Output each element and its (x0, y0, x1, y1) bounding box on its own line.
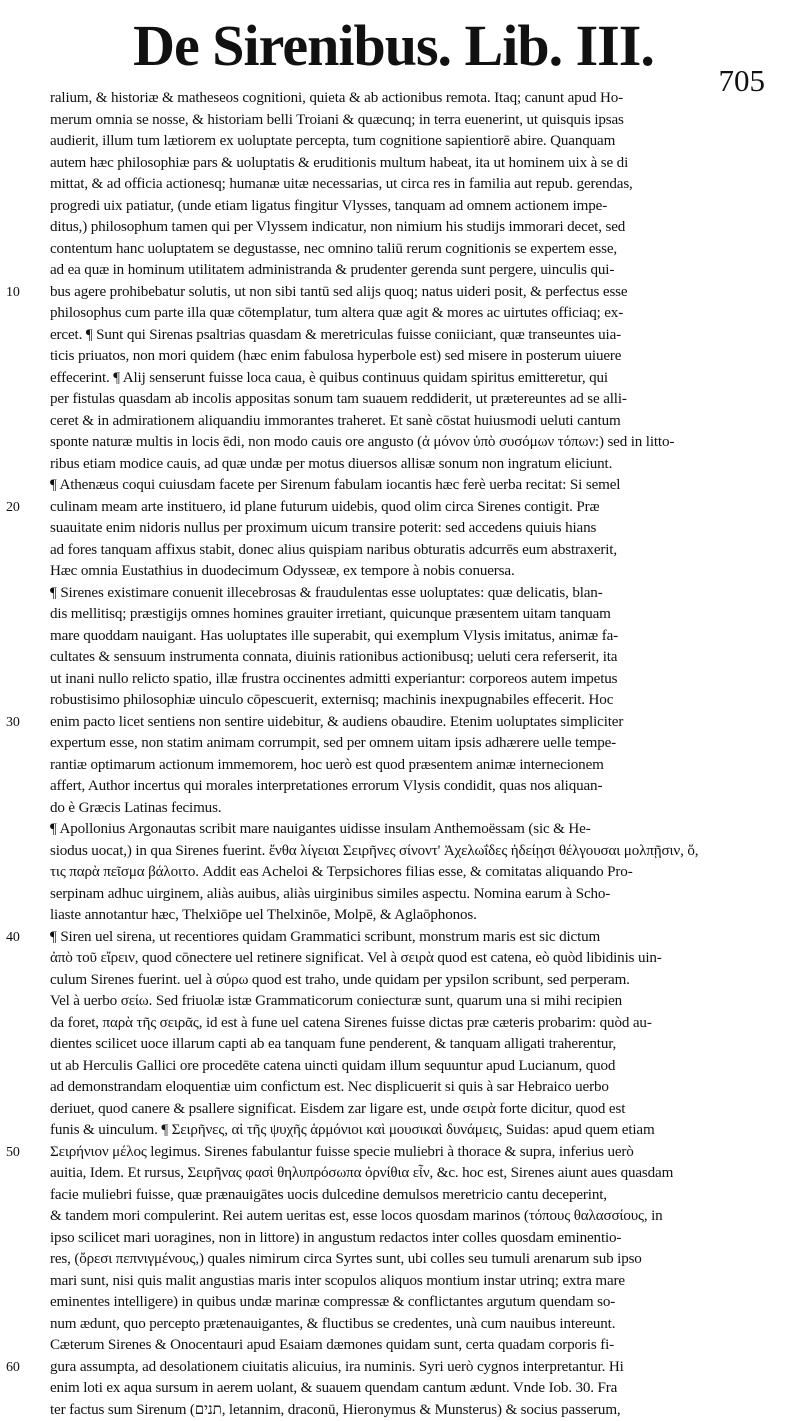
line-text: mare quoddam nauigant. Has uoluptates ille superabit, qui exemplum Vlysis imitatus, animæ fa- (50, 626, 618, 648)
text-line (30, 1099, 772, 1121)
text-line (30, 518, 772, 540)
text-line (30, 239, 772, 261)
line-number: 30 (6, 712, 28, 734)
line-text: da foret, παρὰ τῆς σειρᾶς, id est à fune uel catena Sirenes fuisse dictas præ cæteris probarim: quòd au- (50, 1013, 652, 1035)
text-line (30, 196, 772, 218)
text-line (30, 798, 772, 820)
line-text: ceret & in admirationem aliquandiu immorantes traheret. Et sanè cōstat huiusmodi ueluti cantum (50, 411, 621, 433)
text-line (30, 948, 772, 970)
text-line (30, 260, 772, 282)
running-header (0, 10, 787, 90)
line-text: rantiæ optimarum actionum immemorem, hoc uerò est quod præsentem animæ internecionem (50, 755, 604, 777)
line-text: culum Sirenes fuerint. uel à σύρω quod est traho, unde quidam per ypsilon scribunt, sed perperam. (50, 970, 630, 992)
text-line (30, 733, 772, 755)
line-text: philosophus cum parte illa quæ cōtemplatur, tum altera quæ agit & mores ac uirtutes officiaq; ex- (50, 303, 623, 325)
line-text: ¶ Sirenes existimare conuenit illecebrosas & fraudulentas esse uoluptates: quæ delicatis, blan- (50, 583, 603, 605)
line-number: 40 (6, 927, 28, 949)
text-line (30, 1120, 772, 1142)
line-text: culinam meam arte instituero, id plane futurum uidebis, quod olim circa Sirenes contigit. Præ (50, 497, 599, 519)
line-text: ticis priuatos, non mori quidem (hæc enim fabulosa hyperbole est) sed misere in posterum uiuere (50, 346, 621, 368)
line-number: 10 (6, 282, 28, 304)
line-number: 60 (6, 1357, 28, 1379)
line-text: ut ab Herculis Gallici ore procedēte catena uincti quidam illum sequuntur apud Lucianum, quod (50, 1056, 615, 1078)
text-line (30, 1034, 772, 1056)
text-line (30, 1056, 772, 1078)
line-text: bus agere prohibebatur solutis, ut non sibi tantū sed alijs quoq; natus uideri posit, & perfectus esse (50, 282, 627, 304)
text-line (30, 1378, 772, 1400)
text-line (30, 325, 772, 347)
text-line (30, 862, 772, 884)
line-text: mittat, & ad officia actionesq; humanæ uitæ necessarias, ut circa res in familia aut repub. gerendas, (50, 174, 633, 196)
line-text: dis mellitisq; præstigijs omnes homines grauiter irretiant, quicunque præsentem uitam tanquam (50, 604, 611, 626)
text-line (30, 153, 772, 175)
line-text: effecerint. ¶ Alij senserunt fuisse loca caua, è quibus continuus quidam spiritus emitteretur, qui (50, 368, 608, 390)
line-text: serpinam adhuc uirginem, aliàs auibus, aliàs uirginibus similes aspectu. Nomina earum à Scho- (50, 884, 610, 906)
line-text: num ædunt, quo percepto prætenauigantes, & fluctibus se credentes, unà cum nauibus intereunt. (50, 1314, 615, 1336)
line-text: Hæc omnia Eustathius in duodecimum Odysseæ, ex tempore à nobis conuersa. (50, 561, 515, 583)
text-line (30, 1228, 772, 1250)
text-line (30, 604, 772, 626)
text-line (30, 905, 772, 927)
line-text: suauitate enim nidoris nullus per proximum uicum transire poterit: sed accedens quiuis hians (50, 518, 596, 540)
text-line (30, 475, 772, 497)
line-text: per fistulas quasdam ab incolis appositas sonum tam suauem reddiderit, ut prætereuntes ad se alli- (50, 389, 627, 411)
line-text: ¶ Apollonius Argonautas scribit mare nauigantes uidisse insulam Anthemoëssam (sic & He- (50, 819, 591, 841)
text-line (30, 647, 772, 669)
line-text: & tandem mori compulerint. Rei autem ueritas est, esse locos quosdam marinos (τόπους θαλασσίους, in (50, 1206, 663, 1228)
line-text: Σειρήνιον μέλος legimus. Sirenes fabulantur fuisse specie muliebri à thorace & supra, inferius uerò (50, 1142, 634, 1164)
text-line (30, 88, 772, 110)
text-line (30, 669, 772, 691)
line-text: autem hæc philosophiæ pars & uoluptatis & eruditionis multum habeat, ita ut hominem uix à se di (50, 153, 628, 175)
page-number: 705 (719, 64, 766, 98)
line-text: ditus,) philosophum tamen qui per Vlyssem indicatur, non nimium his studijs immorari decet, sed (50, 217, 625, 239)
line-text: ad fores tanquam affixus stabit, donec alius quispiam naribus obturatis adcurrēs eum abstraxerit, (50, 540, 617, 562)
text-line (30, 1163, 772, 1185)
line-text: ¶ Athenæus coqui cuiusdam facete per Sirenum fabulam iocantis hæc ferè uerba recitat: Si semel (50, 475, 620, 497)
text-line (30, 303, 772, 325)
line-text: eminentes intelligere) in quibus undæ marinæ compressæ & conflictantes argutum quendam so- (50, 1292, 615, 1314)
text-line (30, 626, 772, 648)
line-text: τις παρὰ πεῖσμα βάλοιτο. Addit eas Acheloi & Terpsichores filias esse, & comitatas aliquando Pro- (50, 862, 633, 884)
line-text: enim loti ex aqua sursum in aerem uolant, & suauem quendam cantum ædunt. Vnde Iob. 30. Fra (50, 1378, 617, 1400)
line-text: ut inani nullo relicto spatio, illæ frustra occinentes admitti experiantur: corporeos autem impetus (50, 669, 617, 691)
line-text: facie muliebri fuisse, quæ prænauigātes uocis dulcedine demulsos meretricio cantu deceperint, (50, 1185, 607, 1207)
line-text: expertum esse, non statim animam corrumpit, sed per omnem uitam ipsis adhærere uelle tempe- (50, 733, 616, 755)
line-text: res, (ὄρεσι πεπνιγμένους,) quales nimirum circa Syrtes sunt, ubi colles seu tumuli arenarum sub ipso (50, 1249, 642, 1271)
text-line (30, 1335, 772, 1357)
text-line (30, 432, 772, 454)
page-title: De Sirenibus. Lib. III. (0, 14, 787, 78)
text-line (30, 841, 772, 863)
text-line (30, 110, 772, 132)
text-line (30, 776, 772, 798)
line-text: contentum hanc uoluptatem se degustasse, nec omnino taliū rerum cognitionis se expertem esse, (50, 239, 617, 261)
line-text: progredi uix patiatur, (unde etiam ligatus fingitur Vlysses, tanquam ad omnem actionem impe- (50, 196, 607, 218)
line-number: 50 (6, 1142, 28, 1164)
line-text: funis & uinculum. ¶ Σειρῆνες, αἱ τῆς ψυχῆς ἁρμόνιοι καὶ μουσικαὶ δυνάμεις, Suidas: apud quem etiam (50, 1120, 655, 1142)
text-line (30, 712, 772, 734)
text-line (30, 540, 772, 562)
line-text: mari sunt, nisi quis malit angustias maris inter scopulos aliquos montium instar utrinq; extra mare (50, 1271, 625, 1293)
line-text: liaste annotantur hæc, Thelxiōpe uel Thelxinōe, Molpē, & Aglaōphonos. (50, 905, 477, 927)
text-line (30, 1314, 772, 1336)
text-line (30, 755, 772, 777)
line-text: Vel à uerbo σείω. Sed friuolæ istæ Grammaticorum coniecturæ sunt, quarum una si mihi recipien (50, 991, 622, 1013)
line-text: ad ea quæ in hominum utilitatem administranda & prudenter gerenda sunt pergere, uinculis qui- (50, 260, 614, 282)
text-body (30, 88, 772, 1421)
line-text: ercet. ¶ Sunt qui Sirenas psaltrias quasdam & meretriculas fuisse coniiciant, quæ transeuntes uia- (50, 325, 621, 347)
text-line (30, 1400, 772, 1421)
line-text: affert, Author incertus qui morales interpretationes errorum Vlysis condidit, quas nos aliquan- (50, 776, 602, 798)
line-text: dientes scilicet uoce illarum capti ab ea tanquam fune penderent, & tanquam alligati traherentur, (50, 1034, 616, 1056)
text-line (30, 690, 772, 712)
line-text: ter factus sum Sirenum (תנים, letannim, draconū, Hieronymus & Munsterus) & socius passerum, (50, 1400, 621, 1421)
text-line (30, 1357, 772, 1379)
text-line (30, 991, 772, 1013)
text-line (30, 561, 772, 583)
line-text: auitia, Idem. Et rursus, Σειρῆνας φασὶ θηλυπρόσωπα ὀρνίθια εἶν, &c. hoc est, Sirenes aiunt aues quasdam (50, 1163, 673, 1185)
text-line (30, 1249, 772, 1271)
text-line (30, 454, 772, 476)
text-line (30, 282, 772, 304)
line-text: deriuet, quod canere & psallere significat. Eisdem zar ligare est, unde σειρὰ forte dicitur, quod est (50, 1099, 625, 1121)
line-text: audierit, illum tum lætiorem ex uoluptate percepta, tum cognitione sapientiorē abire. Quanquam (50, 131, 615, 153)
text-line (30, 1185, 772, 1207)
line-text: gura assumpta, ad desolationem ciuitatis alicuius, ira numinis. Syri uerò cygnos interpretantur. Hi (50, 1357, 624, 1379)
text-line (30, 583, 772, 605)
text-line (30, 819, 772, 841)
text-line (30, 174, 772, 196)
text-line (30, 1292, 772, 1314)
line-text: ἀπὸ τοῦ εἴρειν, quod cōnectere uel retinere significat. Vel à σειρὰ quod est catena, eò quòd libidinis uin- (50, 948, 662, 970)
text-line (30, 927, 772, 949)
line-text: ipso scilicet mari uoragines, non in littore) in angustum redactos inter colles quosdam eminentio- (50, 1228, 621, 1250)
text-line (30, 884, 772, 906)
text-line (30, 1206, 772, 1228)
line-text: Cæterum Sirenes & Onocentauri apud Esaiam dæmones quidam sunt, certa quadam corporis fi- (50, 1335, 614, 1357)
text-line (30, 411, 772, 433)
line-text: ad demonstrandam eloquentiæ uim confictum est. Nec displicuerit si quis à sar Hebraico uerbo (50, 1077, 609, 1099)
text-line (30, 217, 772, 239)
line-text: merum omnia se nosse, & historiam belli Troiani & quæcunq; in terra euenerint, ut quisquis ipsas (50, 110, 624, 132)
line-text: ribus etiam modice cauis, ad quæ undæ per motus diuersos allisæ sonum non ingratum eliciunt. (50, 454, 612, 476)
line-text: ¶ Siren uel sirena, ut recentiores quidam Grammatici scribunt, monstrum maris est sic dictum (50, 927, 600, 949)
line-text: robustisimo philosophiæ uinculo cōpescuerit, externisq; machinis inexpugnabiles effecerit. Hoc (50, 690, 613, 712)
line-text: do è Græcis Latinas fecimus. (50, 798, 221, 820)
text-line (30, 1271, 772, 1293)
text-line (30, 1142, 772, 1164)
line-text: ralium, & historiæ & matheseos cognitioni, quieta & ab actionibus remota. Itaq; canunt apud Ho- (50, 88, 623, 110)
text-line (30, 497, 772, 519)
line-text: cultates & sensuum instrumenta connata, diuinis rationibus actionibusq; ueluti cera referserit, ita (50, 647, 617, 669)
line-text: enim pacto licet sentiens non sentire uidebitur, & audiens obaudire. Etenim uoluptates simpliciter (50, 712, 623, 734)
line-text: sponte naturæ multis in locis ēdi, non modo cauis ore angusto (ἀ μόνον ὑπὸ συσόμων τόπων:) sed in litto- (50, 432, 674, 454)
text-line (30, 389, 772, 411)
line-number: 20 (6, 497, 28, 519)
text-line (30, 368, 772, 390)
text-line (30, 346, 772, 368)
text-line (30, 1077, 772, 1099)
text-line (30, 970, 772, 992)
line-text: siodus uocat,) in qua Sirenes fuerint. ἔνθα λίγειαι Σειρῆνες σίνοντ' Ἀχελωΐδες ἡδείῃσι θέλγουσαι μολπῇσιν, ὅ, (50, 841, 698, 863)
text-line (30, 1013, 772, 1035)
text-line (30, 131, 772, 153)
